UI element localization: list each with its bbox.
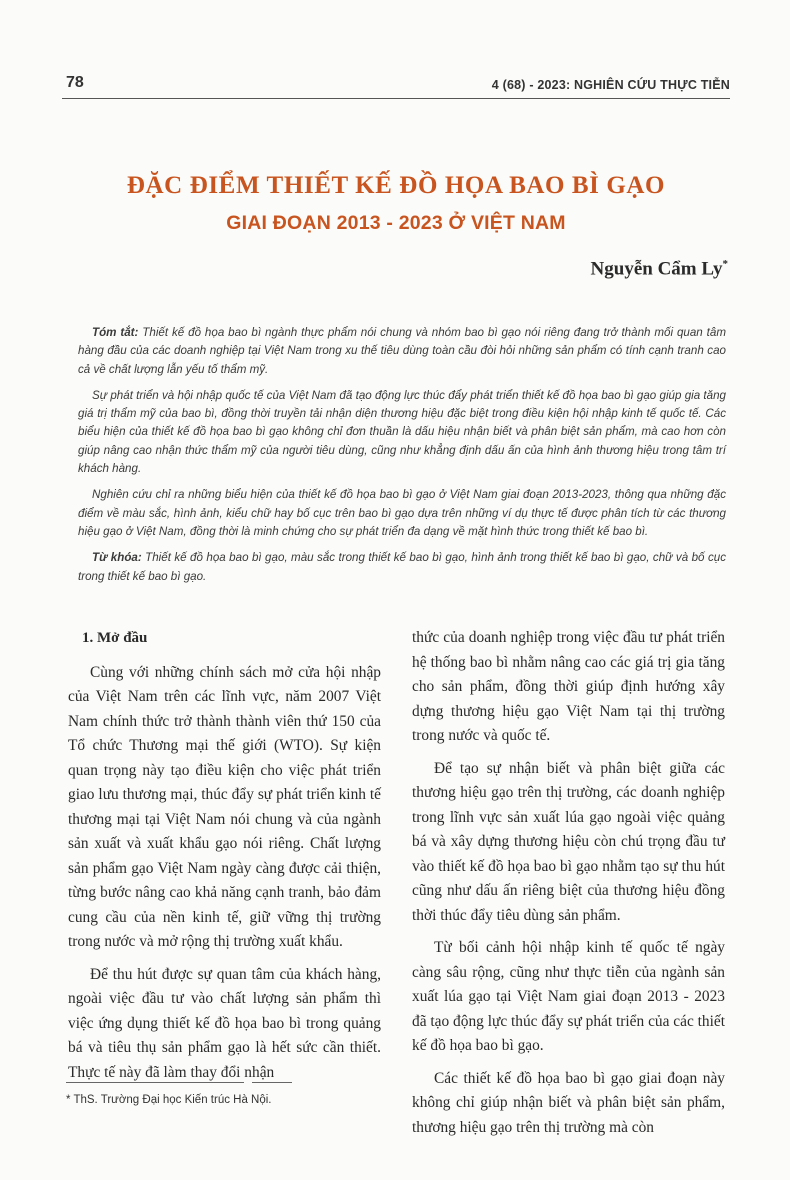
footnote: * ThS. Trường Đại học Kiến trúc Hà Nội.: [66, 1094, 272, 1106]
header-rule: [62, 98, 730, 99]
body-paragraph: thức của doanh nghiệp trong việc đầu tư phát triển hệ thống bao bì nhằm nâng cao các giá trị gia tăng cho sản phẩm, đồng thời giúp định hướng xây dựng thương hiệu gạo Việt Nam tại thị trường trong nước và quốc tế.: [412, 629, 725, 744]
body-column-left: [68, 626, 381, 1093]
abstract-summary-text: Thiết kế đồ họa bao bì ngành thực phẩm nói chung và nhóm bao bì gạo nói riêng đang trở thành mối quan tâm hàng đầu của các doanh nghiệp tại Việt Nam trong xu thế tiêu dùng toàn cầu đòi hỏi những sản phẩm có tính cạnh tranh cao cả về chất lượng lẫn yếu tố thẩm mỹ.: [78, 326, 726, 376]
keywords: [78, 549, 726, 586]
section-heading: 1. Mở đầu: [82, 630, 148, 646]
body-paragraph: Từ bối cảnh hội nhập kinh tế quốc tế ngày càng sâu rộng, cũng như thực tiễn của ngành sản xuất lúa gạo tại Việt Nam giai đoạn 2013 - 2023 đã tạo động lực thúc đẩy sự phát triển của các thiết kế đồ họa bao bì gạo.: [412, 939, 725, 1054]
body-paragraph: Cùng với những chính sách mở cửa hội nhập của Việt Nam trên các lĩnh vực, năm 2007 Việt Nam chính thức trở thành thành viên thứ 150 của Tổ chức Thương mại thế giới (WTO). Sự kiện quan trọng này tạo điều kiện cho việc phát triển giao lưu thương mại, thúc đẩy sự phát triển kinh tế thương mại tại Việt Nam nói chung và của ngành sản xuất và xuất khẩu gạo nói riêng. Chất lượng sản phẩm gạo Việt Nam ngày càng được cải thiện, từng bước nâng cao khả năng cạnh tranh, bảo đảm cung cầu của nền kinh tế, giữ vững thị trường trong nước và mở rộng thị trường xuất khẩu.: [68, 663, 381, 950]
footnote-rule: [66, 1082, 244, 1083]
page-header: [62, 74, 730, 98]
abstract-summary: [78, 324, 726, 379]
running-head: 4 (68) - 2023: NGHIÊN CỨU THỰC TIỄN: [491, 78, 730, 92]
author-name: [591, 258, 728, 280]
abstract-paragraph-2: Sự phát triển và hội nhập quốc tế của Việt Nam đã tạo động lực thúc đẩy phát triển thiết kế đồ họa bao bì gạo giúp gia tăng giá trị thẩm mỹ của bao bì, đồng thời truyền tải nhận diện thương hiệu đặc biệt trong điều kiện hội nhập kinh tế quốc tế. Các biểu hiện của thiết kế đồ họa bao bì gạo không chỉ đơn thuần là dấu hiệu nhận biết và phân biệt sản phẩm, mà cao hơn còn giúp nâng cao nhận thức thẩm mỹ của người tiêu dùng, cũng như khẳng định dấu ấn của hình ảnh thương hiệu trong tâm trí khách hàng.: [78, 388, 726, 476]
body-paragraph: Các thiết kế đồ họa bao bì gạo giai đoạn này không chỉ giúp nhận biết và phân biệt sản phẩm, thương hiệu gạo trên thị trường mà còn: [412, 1069, 725, 1136]
author-name-text: Nguyễn Cẩm Ly: [590, 258, 723, 280]
author-footnote-mark: *: [722, 258, 728, 270]
footnote-rule-short: [252, 1082, 292, 1083]
keywords-text: Thiết kế đồ họa bao bì gạo, màu sắc trong thiết kế bao bì gạo, hình ảnh trong thiết kế bao bì gạo, chữ và bố cục trong thiết kế bao bì gạo.: [78, 551, 726, 583]
body-paragraph: Để tạo sự nhận biết và phân biệt giữa các thương hiệu gạo trên thị trường, các doanh nghiệp trong lĩnh vực sản xuất lúa gạo ngoài việc quảng bá và xây dựng thương hiệu còn chú trọng đầu tư vào thiết kế đồ họa bao bì gạo nhằm tạo sự thu hút cũng như dấu ấn riêng biệt của thương hiệu đồng thời thúc đẩy tiêu dùng sản phẩm.: [412, 759, 725, 924]
article-title-line1: ĐẶC ĐIỂM THIẾT KẾ ĐỒ HỌA BAO BÌ GẠO: [126, 172, 666, 199]
page-number: 78: [66, 74, 84, 91]
article-title-line2: GIAI ĐOẠN 2013 - 2023 Ở VIỆT NAM: [226, 212, 566, 234]
keywords-label: Từ khóa:: [92, 551, 142, 565]
body-column-right: [412, 626, 725, 1148]
abstract: [78, 324, 726, 594]
abstract-label: Tóm tắt:: [92, 326, 139, 339]
abstract-paragraph-3: Nghiên cứu chỉ ra những biểu hiện của thiết kế đồ họa bao bì gạo ở Việt Nam giai đoạn 2013-2023, thông qua những đặc điểm về màu sắc, hình ảnh, kiểu chữ hay bố cục trên bao bì gạo dựa trên những ví dụ thực tế được phân tích từ các thương hiệu gạo ở Việt Nam, đồng thời là minh chứng cho sự phát triển đa dạng về mặt hình thức trong thiết kế bao bì.: [78, 488, 726, 538]
body-paragraph: Để thu hút được sự quan tâm của khách hàng, ngoài việc đầu tư vào chất lượng sản phẩm thì việc ứng dụng thiết kế đồ họa bao bì trong quảng bá và tiêu thụ sản phẩm gạo là hết sức cần thiết. Thực tế này đã làm thay đổi nhận: [68, 965, 381, 1081]
